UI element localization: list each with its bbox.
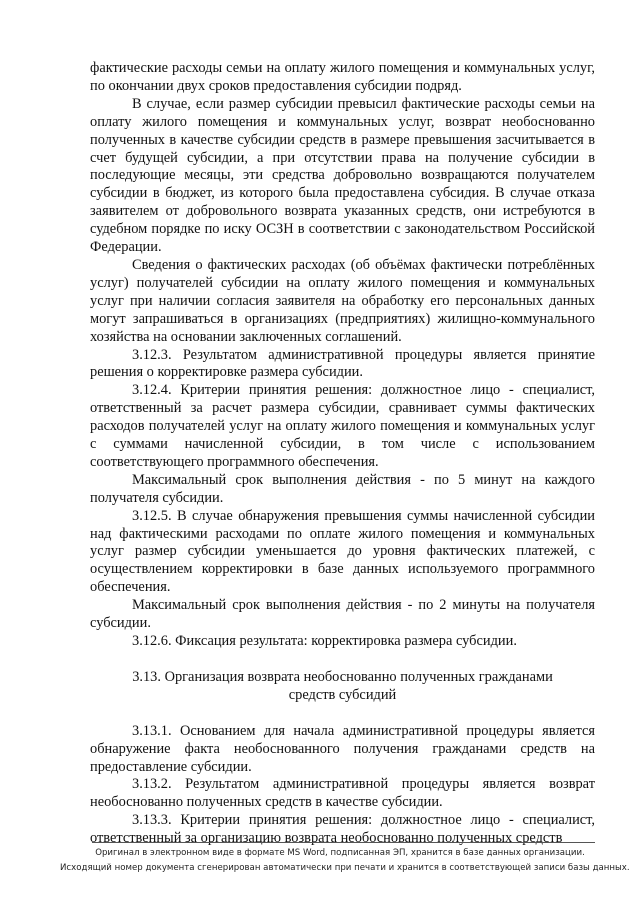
paragraph-refund-overpayment: В случае, если размер субсидии превысил фактические расходы семьи на оплату жилого помещения и коммунальных услуг, возврат необоснованно полученных в качестве субсидии средств в размере превышения засчитывается в счет будущей субсидии, а при отсутствии права на получение субсидии в последующие месяцы, эти средства добровольно возвращаются получателем субсидии в бюджет, из которого была предоставлена субсидия. В случае отказа заявителем от добровольного возврата указанных средств, они истребуются в судебном порядке по иску ОСЗН в соответствии с законодательством Российской Федерации. xyxy=(90,95,595,256)
paragraph-3-13-2: 3.13.2. Результатом административной процедуры является возврат необоснованно полученных средств в качестве субсидии. xyxy=(90,776,595,811)
footer-line-outgoing-number: Исходящий номер документа сгенерирован автоматически при печати и хранится в соответствующей записи базы данных. xyxy=(60,863,630,873)
page-footer xyxy=(60,846,630,876)
paragraph-max-time-2min: Максимальный срок выполнения действия - по 2 минуты на получателя субсидии. xyxy=(90,597,595,632)
paragraph-3-12-6: 3.12.6. Фиксация результата: корректировка размера субсидии. xyxy=(132,633,517,649)
paragraph-max-time-5min: Максимальный срок выполнения действия - по 5 минут на каждого получателя субсидии. xyxy=(90,471,595,506)
document-body xyxy=(90,60,595,848)
paragraph-actual-expenses-info: Сведения о фактических расходах (об объёмах фактически потреблённых услуг) получателей субсидии на оплату жилого помещения и коммунальных услуг при наличии согласия заявителя на обработку его персональных данных могут запрашиваться в организациях (предприятиях) жилищно-коммунального хозяйства на основании заключенных соглашений. xyxy=(90,256,595,345)
paragraph-3-13-1: 3.13.1. Основанием для начала административной процедуры является обнаружение факта необоснованного получения гражданами средств на предоставление субсидии. xyxy=(90,722,595,775)
footer-divider xyxy=(92,842,595,843)
footer-line-original: Оригинал в электронном виде в формате MS Word, подписанная ЭП, хранится в базе данных организации. xyxy=(95,848,585,858)
paragraph-3-13-3: 3.13.3. Критерии принятия решения: должностное лицо - специалист, ответственный за организацию возврата необоснованно полученных средств xyxy=(90,812,595,847)
paragraph-3-12-5: 3.12.5. В случае обнаружения превышения суммы начисленной субсидии над фактическими расходами по оплате жилого помещения и коммунальных услуг размер субсидии уменьшается до уровня фактических платежей, с осуществлением корректировки в базе данных используемого программного обеспечения. xyxy=(90,507,595,596)
paragraph-continuation: фактические расходы семьи на оплату жилого помещения и коммунальных услуг, по окончании двух сроков предоставления субсидии подряд. xyxy=(90,60,595,94)
section-heading-3-13: 3.13. Организация возврата необоснованно полученных гражданами средств субсидий xyxy=(132,668,553,703)
paragraph-3-12-3: 3.12.3. Результатом административной процедуры является принятие решения о корректировке размера субсидии. xyxy=(90,346,595,381)
paragraph-3-12-4: 3.12.4. Критерии принятия решения: должностное лицо - специалист, ответственный за расчет размера субсидии, сравнивает суммы фактических расходов получателей услуг на оплату жилого помещения и коммунальных услуг с суммами начисленной субсидии, в том числе с использованием соответствующего программного обеспечения. xyxy=(90,382,595,470)
